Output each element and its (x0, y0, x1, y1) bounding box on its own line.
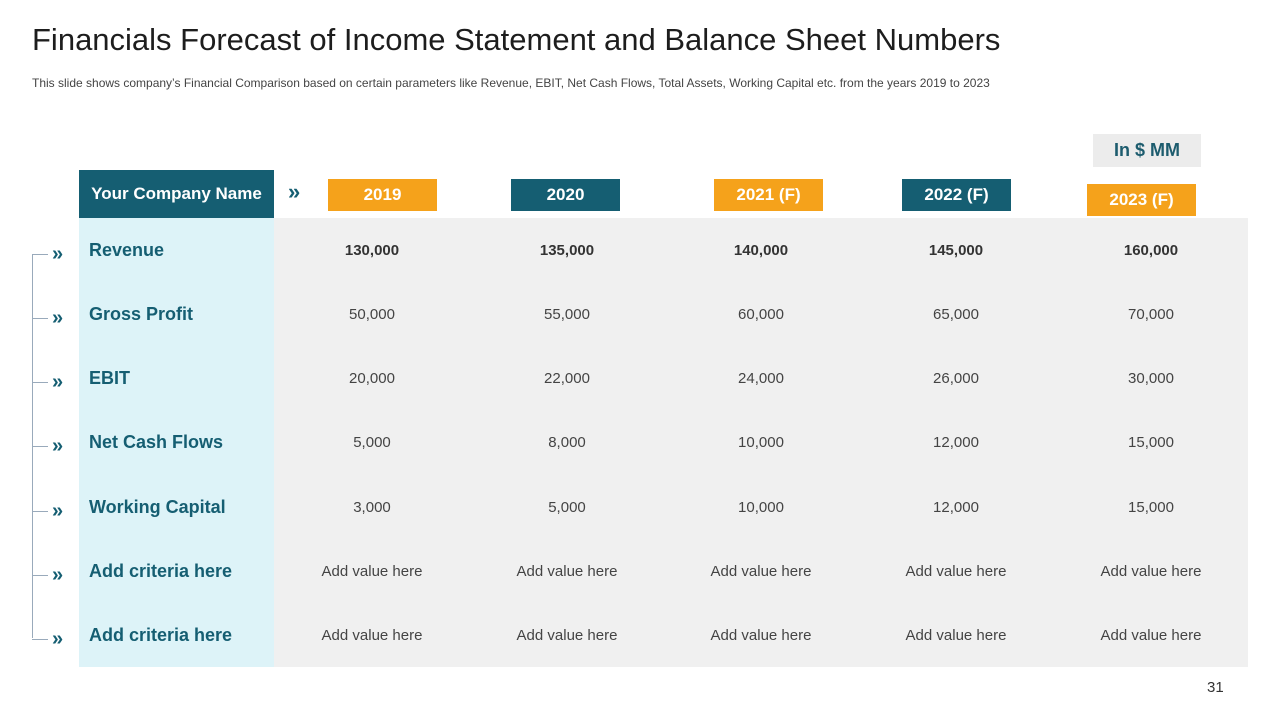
row-label: Working Capital (89, 497, 226, 517)
year-header-2021: 2021 (F) (714, 179, 823, 211)
row-label: Revenue (89, 240, 165, 260)
row-label: EBIT (89, 368, 131, 388)
table-cell: 12,000 (933, 499, 979, 516)
double-chevron-right-icon: » (52, 371, 64, 393)
slide-title: Financials Forecast of Income Statement and Balance Sheet Numbers (32, 22, 1001, 57)
table-cell: 5,000 (548, 499, 586, 516)
year-header-2023: 2023 (F) (1087, 184, 1196, 216)
company-name-header: Your Company Name (79, 170, 274, 218)
row-bracket-tick (32, 318, 48, 319)
table-cell: 10,000 (738, 434, 784, 451)
table-cell: 135,000 (539, 242, 595, 259)
year-header-2020: 2020 (511, 179, 620, 211)
table-cell: 30,000 (1128, 370, 1174, 387)
row-label: Add criteria here (89, 561, 233, 581)
table-cell: 15,000 (1128, 499, 1174, 516)
table-cell: Add value here (905, 627, 1007, 644)
table-cell: Add value here (1100, 563, 1202, 580)
table-cell: 15,000 (1128, 434, 1174, 451)
table-cell: 50,000 (349, 306, 395, 323)
table-cell: Add value here (905, 563, 1007, 580)
row-bracket-tick (32, 254, 48, 255)
table-cell: 5,000 (353, 434, 391, 451)
table-cell: 70,000 (1128, 306, 1174, 323)
table-cell: 10,000 (738, 499, 784, 516)
page-number: 31 (1207, 679, 1224, 696)
table-cell: Add value here (321, 563, 423, 580)
table-cell: 3,000 (353, 499, 391, 516)
double-chevron-right-icon: » (52, 243, 64, 265)
table-cell: 160,000 (1123, 242, 1179, 259)
table-cell: Add value here (516, 627, 618, 644)
year-header-2022: 2022 (F) (902, 179, 1011, 211)
row-bracket-tick (32, 511, 48, 512)
table-cell: 60,000 (738, 306, 784, 323)
double-chevron-right-icon: » (52, 628, 64, 650)
table-cell: 65,000 (933, 306, 979, 323)
double-chevron-right-icon: » (288, 179, 301, 204)
double-chevron-right-icon: » (52, 435, 64, 457)
table-cell: 55,000 (544, 306, 590, 323)
table-cell: 145,000 (928, 242, 984, 259)
table-cell: Add value here (1100, 627, 1202, 644)
table-cell: 130,000 (344, 242, 400, 259)
slide-subtitle: This slide shows company’s Financial Comparison based on certain parameters like Revenue, EBIT, Net Cash Flows, Total Assets, Working Capital etc. from the years 2019 to 2023 (32, 76, 990, 90)
double-chevron-right-icon: » (52, 307, 64, 329)
table-cell: 22,000 (544, 370, 590, 387)
row-bracket-tick (32, 382, 48, 383)
table-cell: 20,000 (349, 370, 395, 387)
row-label: Add criteria here (89, 625, 233, 645)
table-cell: Add value here (710, 627, 812, 644)
row-bracket-tick (32, 639, 48, 640)
year-header-2019: 2019 (328, 179, 437, 211)
table-cell: 24,000 (738, 370, 784, 387)
table-cell: 26,000 (933, 370, 979, 387)
table-cell: Add value here (516, 563, 618, 580)
unit-badge: In $ MM (1093, 134, 1201, 167)
row-label: Gross Profit (89, 304, 194, 324)
row-bracket-tick (32, 446, 48, 447)
table-cell: 140,000 (733, 242, 789, 259)
row-label: Net Cash Flows (89, 432, 224, 452)
double-chevron-right-icon: » (52, 564, 64, 586)
row-bracket-tick (32, 575, 48, 576)
table-cell: Add value here (321, 627, 423, 644)
table-cell: 12,000 (933, 434, 979, 451)
table-cell: 8,000 (548, 434, 586, 451)
table-cell: Add value here (710, 563, 812, 580)
double-chevron-right-icon: » (52, 500, 64, 522)
